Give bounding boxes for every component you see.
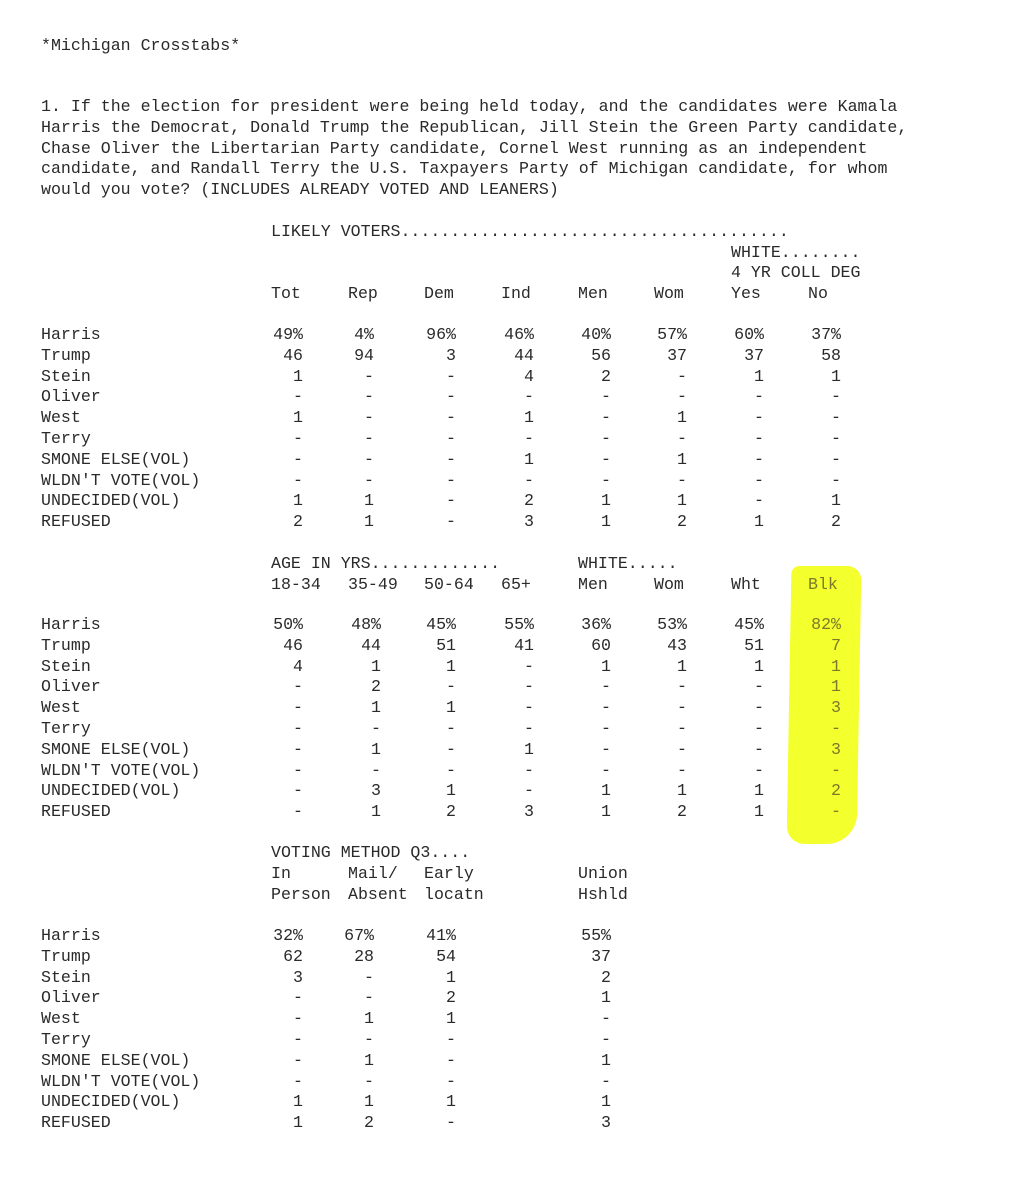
column-header: Person xyxy=(271,885,331,904)
table-cell: 1 xyxy=(364,512,374,532)
row-label: SMONE ELSE(VOL) xyxy=(41,739,191,759)
table-cell: 1 xyxy=(677,781,687,801)
table-cell: 4 xyxy=(293,656,303,676)
table-row xyxy=(0,719,1034,740)
table-cell: - xyxy=(601,760,611,780)
table-cell: 1 xyxy=(446,967,456,987)
table-cell: - xyxy=(754,429,764,448)
question-line: would you vote? (INCLUDES ALREADY VOTED AND LEANERS) xyxy=(41,180,559,200)
table-row xyxy=(0,367,1034,388)
table-cell: - xyxy=(677,677,687,697)
table-cell: 1 xyxy=(364,1009,374,1029)
table-cell: 44 xyxy=(361,635,381,655)
table-cell: 46 xyxy=(283,345,303,365)
table-cell: 44 xyxy=(514,345,534,365)
table-cell: 56 xyxy=(591,345,611,365)
table-cell: 1 xyxy=(754,366,764,386)
table-cell: 1 xyxy=(524,449,534,469)
row-label: REFUSED xyxy=(41,1113,111,1133)
table-row xyxy=(0,968,1034,989)
table-cell: - xyxy=(293,1050,303,1070)
row-label: West xyxy=(41,408,81,428)
row-label: SMONE ELSE(VOL) xyxy=(41,1050,191,1070)
table-row xyxy=(0,761,1034,782)
college-degree-header: 4 YR COLL DEG xyxy=(731,263,861,282)
table-row xyxy=(0,615,1034,636)
column-header: 50-64 xyxy=(424,575,474,594)
table-cell: 1 xyxy=(601,1050,611,1070)
table-cell: - xyxy=(524,470,534,490)
table-cell: - xyxy=(446,1030,456,1049)
table-cell: - xyxy=(293,719,303,738)
table-cell: - xyxy=(293,1009,303,1029)
table-cell: 41% xyxy=(426,926,456,945)
column-header: 18-34 xyxy=(271,575,321,594)
table-cell: - xyxy=(754,739,764,759)
table-cell: 67% xyxy=(344,926,374,945)
column-header: Yes xyxy=(731,284,761,303)
column-header: In xyxy=(271,864,291,883)
table-row xyxy=(0,657,1034,678)
table-cell: - xyxy=(601,719,611,738)
table-cell: - xyxy=(677,739,687,759)
row-label: UNDECIDED(VOL) xyxy=(41,491,181,511)
table-cell: - xyxy=(524,656,534,676)
table-cell: 37% xyxy=(811,325,841,344)
table-cell: - xyxy=(601,1071,611,1091)
table-cell: - xyxy=(754,470,764,490)
table-cell: - xyxy=(446,512,456,532)
table-cell: - xyxy=(364,387,374,407)
column-header: Men xyxy=(578,575,608,594)
table-cell: - xyxy=(371,719,381,738)
table-cell: 62 xyxy=(283,946,303,966)
likely-voters-header: LIKELY VOTERS....................................... xyxy=(271,222,789,241)
column-header: Mail/ xyxy=(348,864,398,883)
table-cell: 96% xyxy=(426,325,456,344)
table-row xyxy=(0,947,1034,968)
white-header: WHITE........ xyxy=(731,243,861,262)
table-cell: 4% xyxy=(354,325,374,344)
table-cell: 55% xyxy=(504,615,534,634)
table-cell: - xyxy=(524,719,534,738)
table-cell: - xyxy=(293,760,303,780)
table-cell: 1 xyxy=(446,1009,456,1029)
table-cell: - xyxy=(364,408,374,428)
table-cell: - xyxy=(601,387,611,407)
table-cell: 1 xyxy=(524,739,534,759)
table-cell: - xyxy=(831,449,841,469)
table-cell: - xyxy=(601,677,611,697)
table-cell: - xyxy=(293,802,303,822)
table-cell: 1 xyxy=(677,491,687,511)
table-row xyxy=(0,1072,1034,1093)
table-cell: 1 xyxy=(754,656,764,676)
table-cell: - xyxy=(293,677,303,697)
table-cell: 2 xyxy=(677,802,687,822)
table-cell: 1 xyxy=(364,1050,374,1070)
table-cell: - xyxy=(754,719,764,738)
table-cell: - xyxy=(446,719,456,738)
table-cell: - xyxy=(364,967,374,987)
table-cell: 49% xyxy=(273,325,303,344)
table-row xyxy=(0,491,1034,512)
table-cell: 50% xyxy=(273,615,303,634)
column-header: Absent xyxy=(348,885,408,904)
table-cell: - xyxy=(364,988,374,1008)
table-cell: - xyxy=(446,470,456,490)
highlighted-cell: 7 xyxy=(831,635,841,655)
column-header: Union xyxy=(578,864,628,883)
table-row xyxy=(0,387,1034,408)
table-cell: - xyxy=(601,1009,611,1029)
table-cell: 2 xyxy=(293,512,303,532)
table-cell: 53% xyxy=(657,615,687,634)
row-label: Stein xyxy=(41,967,91,987)
table-row xyxy=(0,408,1034,429)
table-cell: 1 xyxy=(446,1092,456,1112)
table-cell: - xyxy=(293,449,303,469)
table-cell: 2 xyxy=(831,512,841,532)
table-cell: 48% xyxy=(351,615,381,634)
column-header: Men xyxy=(578,284,608,303)
table-cell: - xyxy=(446,1050,456,1070)
row-label: Stein xyxy=(41,656,91,676)
row-label: Oliver xyxy=(41,387,101,407)
table-cell: - xyxy=(677,429,687,448)
table-row xyxy=(0,988,1034,1009)
highlighted-cell: 1 xyxy=(831,656,841,676)
question-line: candidate, and Randall Terry the U.S. Taxpayers Party of Michigan candidate, for whom xyxy=(41,159,888,179)
column-header: Hshld xyxy=(578,885,628,904)
table-cell: 54 xyxy=(436,946,456,966)
table-cell: 1 xyxy=(293,491,303,511)
table-cell: 1 xyxy=(364,1092,374,1112)
row-label: Oliver xyxy=(41,677,101,697)
table-cell: 37 xyxy=(591,946,611,966)
row-label: Trump xyxy=(41,946,91,966)
row-label: WLDN'T VOTE(VOL) xyxy=(41,470,201,490)
table-cell: 1 xyxy=(371,739,381,759)
table-cell: 1 xyxy=(601,988,611,1008)
row-label: WLDN'T VOTE(VOL) xyxy=(41,1071,201,1091)
table-cell: 1 xyxy=(364,491,374,511)
table-cell: - xyxy=(364,366,374,386)
table-cell: - xyxy=(754,677,764,697)
table-cell: - xyxy=(754,491,764,511)
table-row xyxy=(0,781,1034,802)
table-cell: 2 xyxy=(601,967,611,987)
white-gender-header: WHITE..... xyxy=(578,554,678,573)
row-label: Oliver xyxy=(41,988,101,1008)
highlighted-cell: - xyxy=(831,760,841,780)
table-row xyxy=(0,512,1034,533)
table-row xyxy=(0,1009,1034,1030)
column-header: Dem xyxy=(424,284,454,303)
table-cell: - xyxy=(524,760,534,780)
table-cell: 43 xyxy=(667,635,687,655)
table-cell: - xyxy=(677,387,687,407)
table-cell: 45% xyxy=(426,615,456,634)
table-cell: - xyxy=(293,988,303,1008)
table-cell: - xyxy=(677,719,687,738)
table-row xyxy=(0,1051,1034,1072)
highlighted-cell: 82% xyxy=(811,615,841,634)
column-header: Wht xyxy=(731,575,761,594)
row-label: REFUSED xyxy=(41,802,111,822)
row-label: SMONE ELSE(VOL) xyxy=(41,449,191,469)
table-row xyxy=(0,677,1034,698)
table-cell: - xyxy=(446,449,456,469)
table-cell: - xyxy=(831,408,841,428)
table-cell: - xyxy=(831,470,841,490)
table-cell: 1 xyxy=(601,491,611,511)
table-cell: - xyxy=(293,698,303,718)
table-cell: 2 xyxy=(524,491,534,511)
table-cell: 1 xyxy=(831,491,841,511)
table-cell: - xyxy=(371,760,381,780)
table-cell: 1 xyxy=(677,656,687,676)
table-cell: - xyxy=(446,677,456,697)
table-cell: 55% xyxy=(581,926,611,945)
question-line: 1. If the election for president were being held today, and the candidates were Kamala xyxy=(41,97,898,116)
table-cell: 1 xyxy=(293,1113,303,1133)
table-cell: 4 xyxy=(524,366,534,386)
table-cell: - xyxy=(446,760,456,780)
table-cell: 1 xyxy=(601,802,611,822)
table-cell: 51 xyxy=(436,635,456,655)
column-header: 35-49 xyxy=(348,575,398,594)
question-text xyxy=(41,97,907,201)
table-cell: 46 xyxy=(283,635,303,655)
row-label: Trump xyxy=(41,345,91,365)
table-cell: 1 xyxy=(371,698,381,718)
table-cell: - xyxy=(677,698,687,718)
table-cell: - xyxy=(831,387,841,407)
table-cell: - xyxy=(364,1071,374,1091)
table-row xyxy=(0,926,1034,947)
highlighted-cell: 3 xyxy=(831,698,841,718)
table-cell: 36% xyxy=(581,615,611,634)
table-cell: 60% xyxy=(734,325,764,344)
table-cell: 37 xyxy=(667,345,687,365)
table-cell: 1 xyxy=(601,512,611,532)
table-row xyxy=(0,740,1034,761)
table-cell: - xyxy=(601,1030,611,1049)
table-cell: - xyxy=(754,698,764,718)
highlighted-cell: - xyxy=(831,719,841,738)
table-cell: 3 xyxy=(524,512,534,532)
column-header: Rep xyxy=(348,284,378,303)
table-cell: - xyxy=(293,739,303,759)
table-cell: 1 xyxy=(677,408,687,428)
table-cell: 1 xyxy=(601,656,611,676)
table-cell: - xyxy=(601,408,611,428)
table-cell: 28 xyxy=(354,946,374,966)
table-cell: - xyxy=(293,1030,303,1049)
row-label: Trump xyxy=(41,635,91,655)
highlighted-cell: 3 xyxy=(831,739,841,759)
table-row xyxy=(0,450,1034,471)
row-label: Terry xyxy=(41,429,91,448)
table-cell: 1 xyxy=(446,656,456,676)
table-cell: 3 xyxy=(371,781,381,801)
table-cell: - xyxy=(293,387,303,407)
table-cell: - xyxy=(364,429,374,448)
row-label: UNDECIDED(VOL) xyxy=(41,781,181,801)
table-cell: - xyxy=(677,760,687,780)
table-cell: - xyxy=(364,1030,374,1049)
table-cell: 60 xyxy=(591,635,611,655)
table-cell: 1 xyxy=(293,366,303,386)
table-row xyxy=(0,636,1034,657)
document-title: *Michigan Crosstabs* xyxy=(41,36,241,55)
table-cell: - xyxy=(524,429,534,448)
column-header: Tot xyxy=(271,284,301,303)
row-label: Stein xyxy=(41,366,91,386)
table-cell: 1 xyxy=(446,698,456,718)
table-cell: 1 xyxy=(601,1092,611,1112)
table-row xyxy=(0,1113,1034,1134)
table-row xyxy=(0,1030,1034,1051)
table-cell: 1 xyxy=(677,449,687,469)
table-cell: 41 xyxy=(514,635,534,655)
table-cell: 2 xyxy=(677,512,687,532)
column-header: No xyxy=(808,284,828,303)
voting-method-header: VOTING METHOD Q3.... xyxy=(271,843,471,862)
table-cell: - xyxy=(364,470,374,490)
table-cell: - xyxy=(446,1113,456,1133)
row-label: Harris xyxy=(41,926,101,945)
table-cell: 2 xyxy=(446,802,456,822)
table-cell: 1 xyxy=(601,781,611,801)
highlighted-cell: 1 xyxy=(831,677,841,697)
table-cell: 94 xyxy=(354,345,374,365)
table-cell: 1 xyxy=(524,408,534,428)
highlighted-column-header: Blk xyxy=(808,575,838,594)
table-cell: - xyxy=(601,429,611,448)
highlighted-cell: 2 xyxy=(831,781,841,801)
table-cell: - xyxy=(601,470,611,490)
table-cell: 2 xyxy=(446,988,456,1008)
column-header: Ind xyxy=(501,284,531,303)
table-cell: - xyxy=(293,470,303,490)
table-cell: 1 xyxy=(446,781,456,801)
table-cell: 1 xyxy=(754,802,764,822)
column-header: Wom xyxy=(654,284,684,303)
table-row xyxy=(0,802,1034,823)
table-cell: - xyxy=(446,366,456,386)
table-cell: - xyxy=(524,677,534,697)
table-cell: - xyxy=(446,1071,456,1091)
table-cell: - xyxy=(293,781,303,801)
question-line: Harris the Democrat, Donald Trump the Republican, Jill Stein the Green Party candidate, xyxy=(41,117,908,137)
table-cell: 3 xyxy=(601,1113,611,1133)
table-row xyxy=(0,471,1034,492)
table-cell: - xyxy=(754,408,764,428)
column-header: Wom xyxy=(654,575,684,594)
row-label: REFUSED xyxy=(41,512,111,532)
row-label: WLDN'T VOTE(VOL) xyxy=(41,760,201,780)
row-label: West xyxy=(41,1009,81,1029)
table-cell: 1 xyxy=(371,656,381,676)
table-cell: 58 xyxy=(821,345,841,365)
table-row xyxy=(0,429,1034,450)
table-cell: - xyxy=(524,781,534,801)
row-label: UNDECIDED(VOL) xyxy=(41,1092,181,1112)
row-label: Harris xyxy=(41,615,101,634)
highlighted-cell: - xyxy=(831,802,841,822)
table-cell: 3 xyxy=(524,802,534,822)
table-cell: 37 xyxy=(744,345,764,365)
table-cell: 2 xyxy=(364,1113,374,1133)
table-cell: - xyxy=(524,698,534,718)
table-cell: - xyxy=(677,470,687,490)
table-cell: 3 xyxy=(293,967,303,987)
table-cell: - xyxy=(754,449,764,469)
table-row xyxy=(0,1092,1034,1113)
table-cell: 2 xyxy=(601,366,611,386)
table-cell: - xyxy=(677,366,687,386)
column-header: 65+ xyxy=(501,575,531,594)
table-cell: 45% xyxy=(734,615,764,634)
table-cell: - xyxy=(524,387,534,407)
table-cell: - xyxy=(754,760,764,780)
table-row xyxy=(0,325,1034,346)
table-cell: 1 xyxy=(293,408,303,428)
table-cell: 1 xyxy=(754,512,764,532)
table-cell: 40% xyxy=(581,325,611,344)
table-row xyxy=(0,698,1034,719)
table-cell: 3 xyxy=(446,345,456,365)
table-cell: 32% xyxy=(273,926,303,945)
table-cell: 51 xyxy=(744,635,764,655)
table-cell: - xyxy=(754,387,764,407)
table-cell: 2 xyxy=(371,677,381,697)
row-label: Terry xyxy=(41,1030,91,1049)
table-cell: - xyxy=(446,429,456,448)
table-cell: - xyxy=(293,1071,303,1091)
table-cell: - xyxy=(293,429,303,448)
table-cell: - xyxy=(446,387,456,407)
question-line: Chase Oliver the Libertarian Party candidate, Cornel West running as an independent xyxy=(41,138,868,158)
table-cell: - xyxy=(446,739,456,759)
table-cell: - xyxy=(601,449,611,469)
row-label: Terry xyxy=(41,719,91,738)
table-cell: 1 xyxy=(754,781,764,801)
table-row xyxy=(0,346,1034,367)
table-cell: 1 xyxy=(831,366,841,386)
row-label: West xyxy=(41,698,81,718)
row-label: Harris xyxy=(41,325,101,344)
table-cell: 46% xyxy=(504,325,534,344)
table-cell: - xyxy=(601,739,611,759)
table-cell: - xyxy=(831,429,841,448)
table-cell: 57% xyxy=(657,325,687,344)
table-cell: - xyxy=(364,449,374,469)
table-cell: 1 xyxy=(293,1092,303,1112)
table-cell: - xyxy=(446,491,456,511)
column-header: locatn xyxy=(424,885,484,904)
age-header: AGE IN YRS............. xyxy=(271,554,501,573)
column-header: Early xyxy=(424,864,474,883)
table-cell: - xyxy=(601,698,611,718)
table-cell: - xyxy=(446,408,456,428)
table-cell: 1 xyxy=(371,802,381,822)
